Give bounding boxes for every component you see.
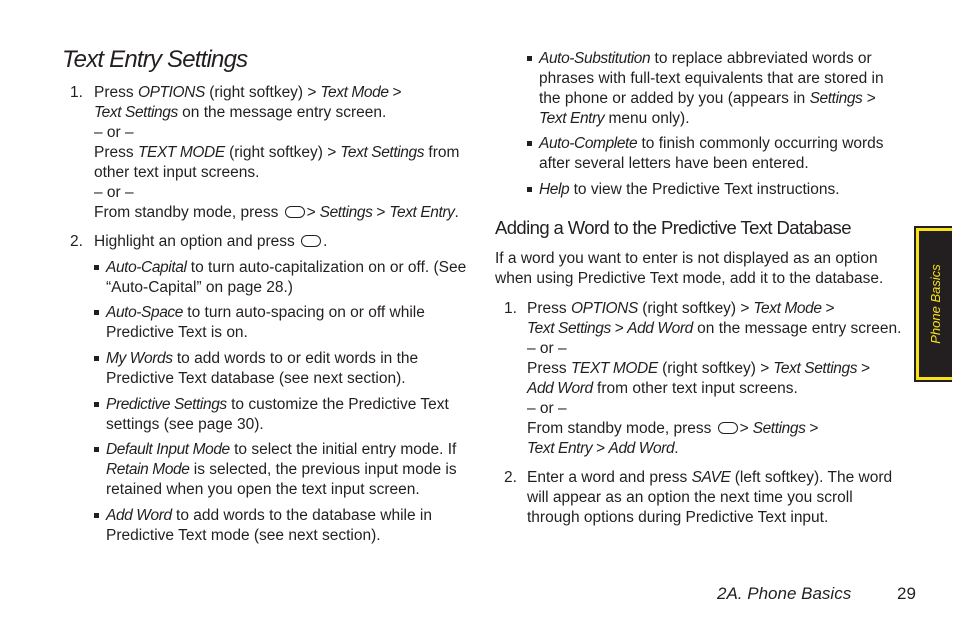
step-number: 1. <box>70 84 83 101</box>
section-intro: If a word you want to enter is not displayed as an option when using Predictive Text mode, add it to the database. <box>495 250 884 287</box>
step-number: 2. <box>70 233 83 250</box>
step-2-text: Highlight an option and press . <box>94 233 328 250</box>
page-number: 29 <box>897 584 916 603</box>
list-item: Auto-Capital to turn auto-capitalization on or off. (See “Auto-Capital” on page 28.) <box>106 258 472 298</box>
section-heading: Adding a Word to the Predictive Text Database <box>495 217 851 238</box>
page-title: Text Entry Settings <box>62 46 248 73</box>
menu-key-icon <box>285 206 305 218</box>
list-item: Default Input Mode to select the initial entry mode. If Retain Mode is selected, the previous input mode is retained when you open the text input screen. <box>106 440 472 500</box>
footer-section: 2A. Phone Basics <box>717 584 852 603</box>
list-item: Help to view the Predictive Text instructions. <box>539 180 901 200</box>
step-number: 1. <box>504 300 517 317</box>
step-1-text: Press OPTIONS (right softkey) > Text Mode > Text Settings on the message entry screen. – or – Press TEXT MODE (right softkey) > Text Settings from other text input screens. – or – From standby mode, press > Settings > Text Entry. <box>94 84 460 221</box>
menu-key-icon <box>718 422 738 434</box>
ok-key-icon <box>301 235 321 247</box>
list-item: Add Word to add words to the database while in Predictive Text mode (see next section). <box>106 506 472 546</box>
list-item: Predictive Settings to customize the Predictive Text settings (see page 30). <box>106 395 472 435</box>
step-number: 2. <box>504 469 517 486</box>
list-item: Auto-Complete to finish commonly occurring words after several letters have been entered. <box>539 134 901 174</box>
step-2-text: Enter a word and press SAVE (left softkey). The word will appear as an option the next time you scroll through options during Predictive Text input. <box>527 469 893 526</box>
section-tab <box>914 226 952 382</box>
list-item: Auto-Space to turn auto-spacing on or off while Predictive Text is on. <box>106 303 472 343</box>
section-tab-label: Phone Basics <box>927 264 943 344</box>
step-1-text: Press OPTIONS (right softkey) > Text Mode > Text Settings > Add Word on the message entry screen. – or – Press TEXT MODE (right softkey) > Text Settings > Add Word from other text input screens. – or – From standby mode, press > Settings > Text Entry > Add Word. <box>527 300 902 457</box>
list-item: Auto-Substitution to replace abbreviated words or phrases with full-text equivalents that are stored in the phone or added by you (appears in Settings > Text Entry menu only). <box>539 49 901 129</box>
list-item: My Words to add words to or edit words in the Predictive Text database (see next section). <box>106 349 472 389</box>
